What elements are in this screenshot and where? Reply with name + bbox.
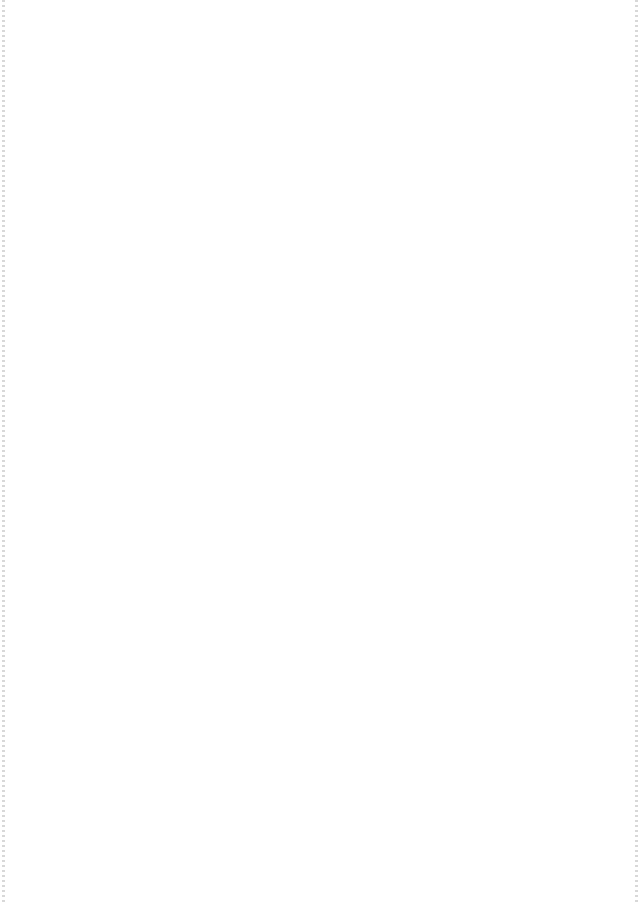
- scan-edge-right: [635, 0, 638, 905]
- scan-edge-left: [2, 0, 5, 905]
- body-text: [92, 64, 598, 70]
